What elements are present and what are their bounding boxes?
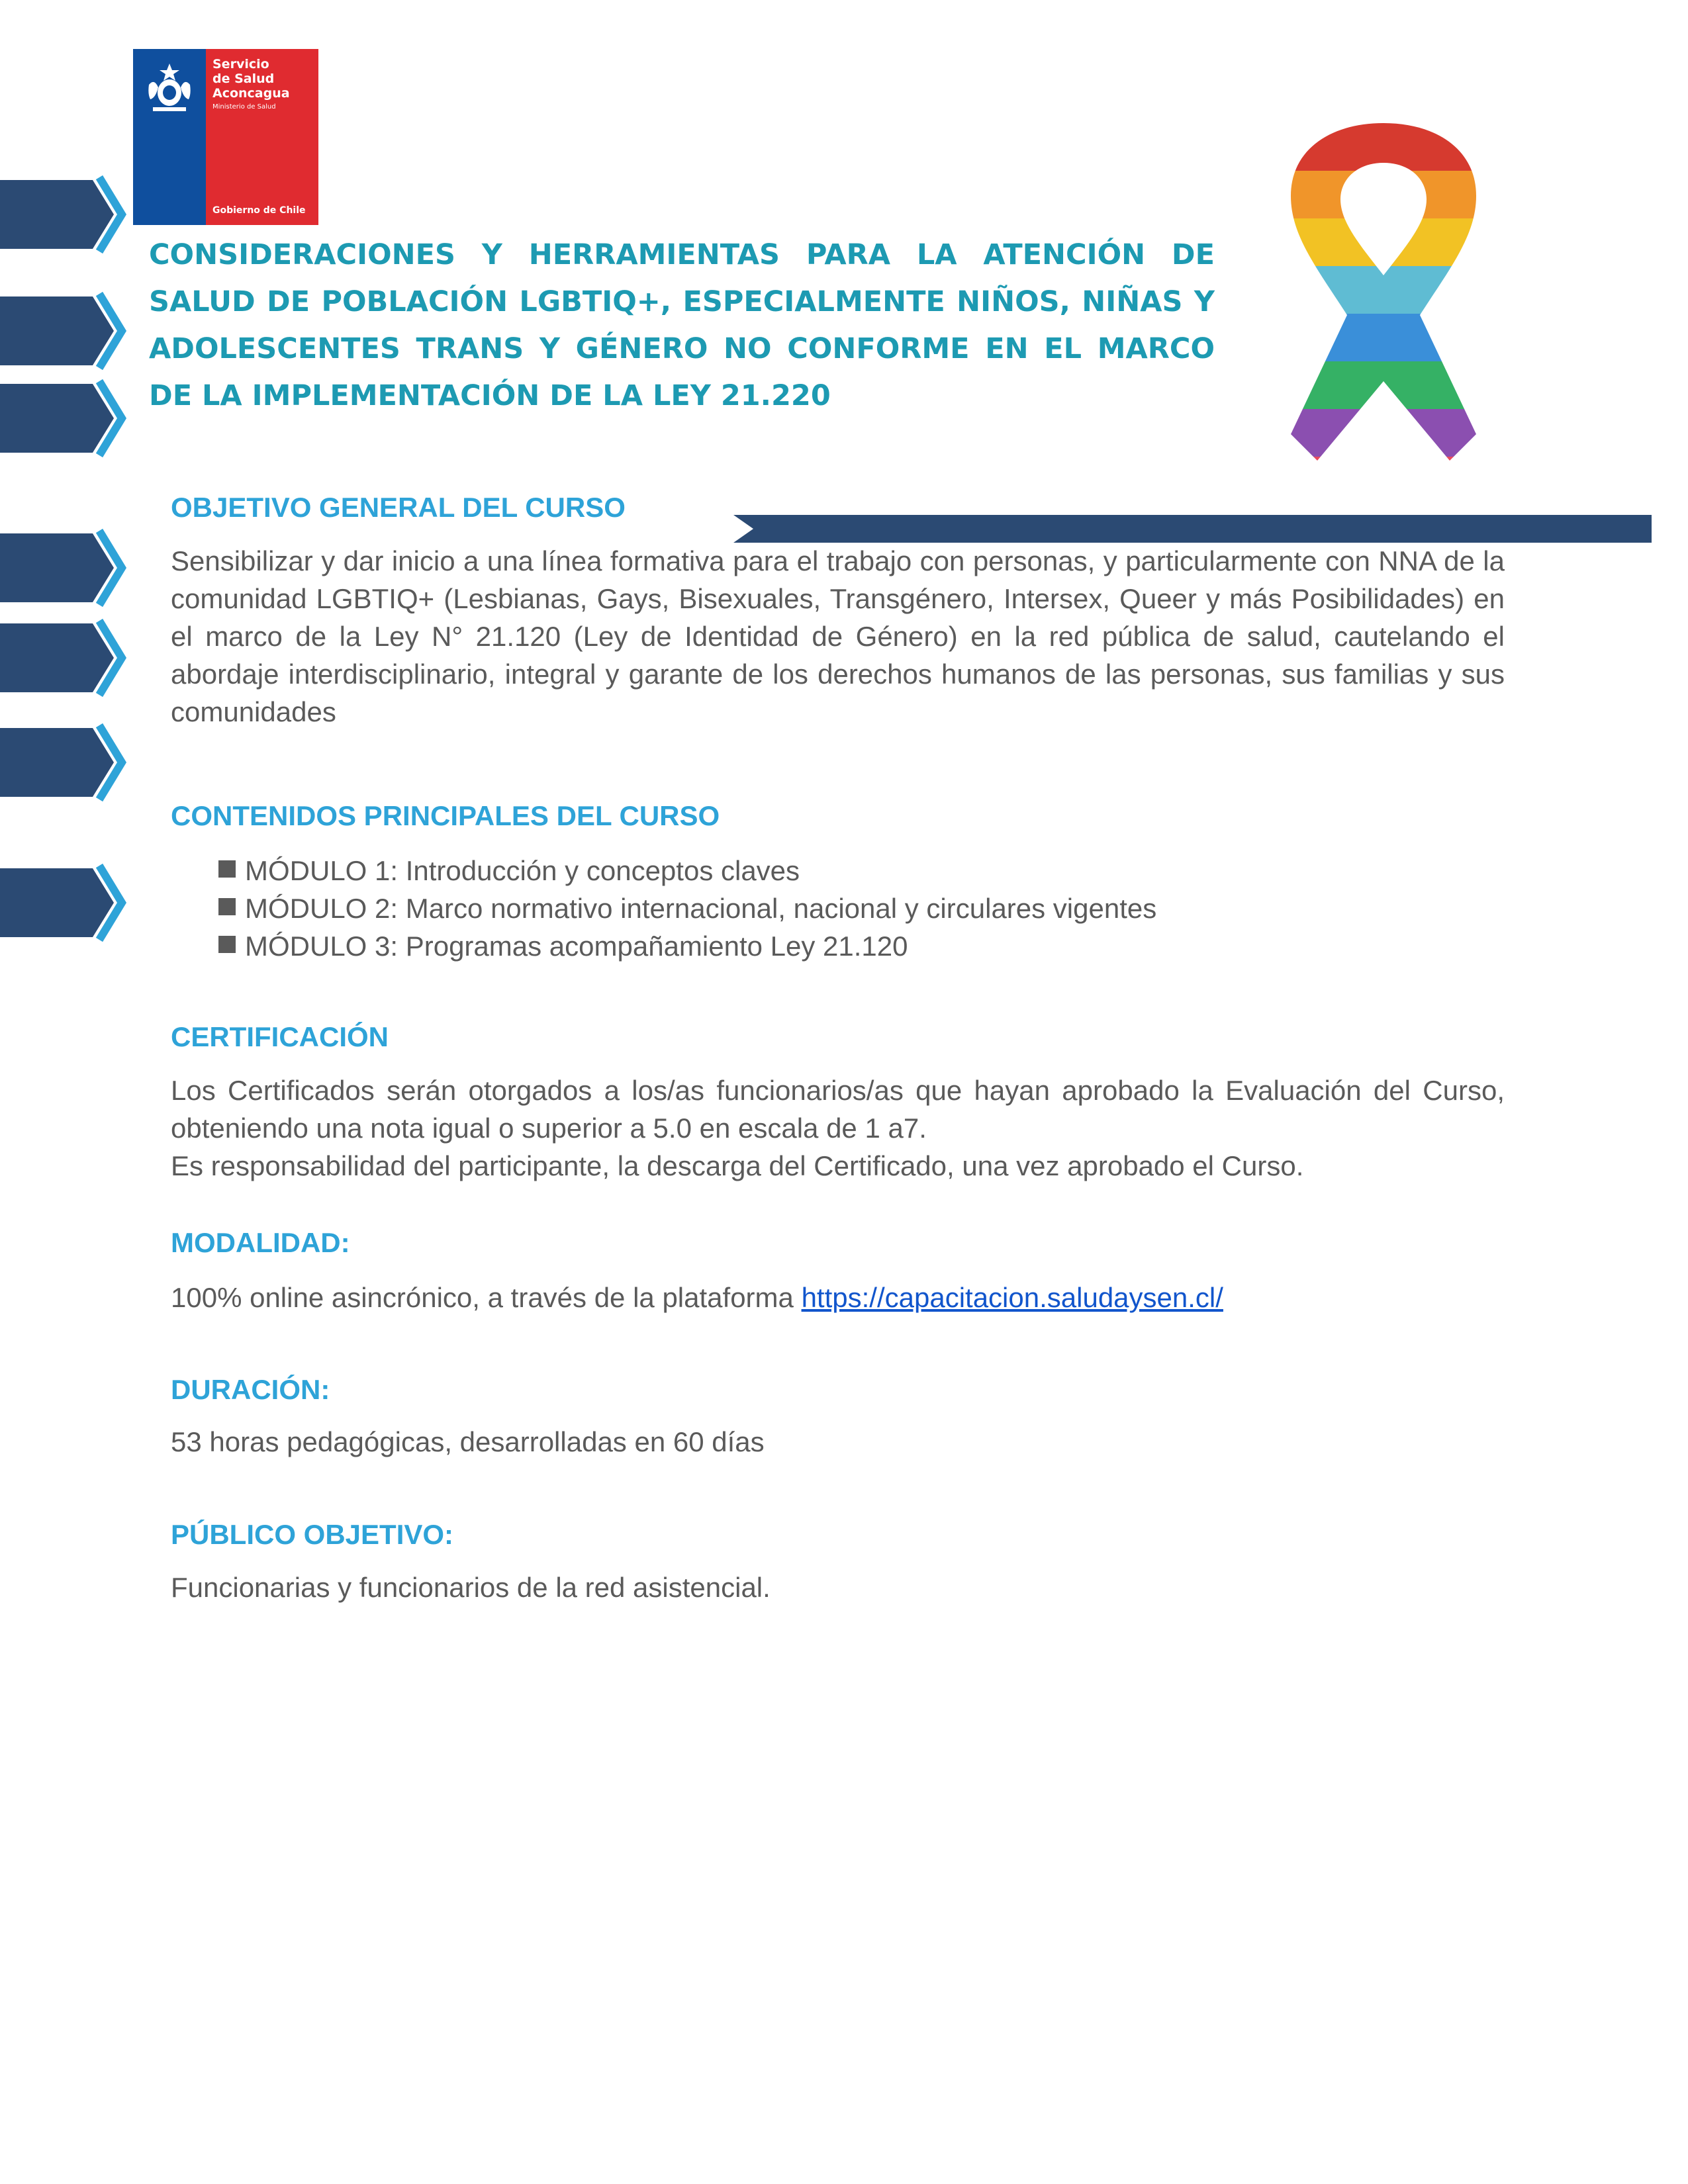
- objetivo-heading: OBJETIVO GENERAL DEL CURSO: [171, 492, 626, 523]
- header-band: [733, 515, 1652, 543]
- arrow-tab-decoration: [0, 379, 139, 458]
- arrow-tab-decoration: [0, 528, 139, 608]
- square-bullet-icon: [218, 860, 236, 878]
- publico-text: Funcionarias y funcionarios de la red asistencial.: [171, 1572, 771, 1603]
- duracion-text: 53 horas pedagógicas, desarrolladas en 60 días: [171, 1426, 765, 1457]
- list-item: MÓDULO 1: Introducción y conceptos claves: [218, 852, 1156, 889]
- logo-ministry: Ministerio de Salud: [212, 103, 276, 111]
- certificacion-text: Los Certificados serán otorgados a los/as funcionarios/as que hayan aprobado la Evaluación del Curso, obteniendo una nota igual o superior a 5.0 en escala de 1 a7.: [171, 1075, 1505, 1144]
- list-item: MÓDULO 3: Programas acompañamiento Ley 21.120: [218, 927, 1156, 965]
- arrow-tab-decoration: [0, 291, 139, 371]
- duracion-heading: DURACIÓN:: [171, 1374, 330, 1405]
- publico-heading: PÚBLICO OBJETIVO:: [171, 1519, 454, 1550]
- certificacion-note: Es responsabilidad del participante, la descarga del Certificado, una vez aprobado el Curso.: [171, 1150, 1304, 1181]
- platform-link[interactable]: https://capacitacion.saludaysen.cl/: [801, 1282, 1223, 1313]
- rainbow-ribbon-icon: [1278, 123, 1489, 500]
- arrow-tab-decoration: [0, 863, 139, 942]
- arrow-tab-decoration: [0, 618, 139, 698]
- square-bullet-icon: [218, 936, 236, 953]
- logo-org-name: Servicio de Salud Aconcagua: [212, 57, 290, 101]
- logo-servicio-salud-aconcagua: [133, 49, 318, 225]
- page-title: CONSIDERACIONES Y HERRAMIENTAS PARA LA ATENCIÓN DE SALUD DE POBLACIÓN LGBTIQ+, ESPECIALMENTE NIÑOS, NIÑAS Y ADOLESCENTES TRANS Y GÉNERO NO CONFORME EN EL MARCO DE LA IMPLEMENTACIÓN DE LA LEY 21.220: [149, 238, 1215, 412]
- certificacion-heading: CERTIFICACIÓN: [171, 1021, 389, 1052]
- square-bullet-icon: [218, 898, 236, 915]
- list-item: MÓDULO 2: Marco normativo internacional, nacional y circulares vigentes: [218, 889, 1156, 927]
- logo-government: Gobierno de Chile: [212, 205, 306, 216]
- arrow-tab-decoration: [0, 723, 139, 802]
- arrow-tab-decoration: [0, 175, 139, 254]
- modules-list: [218, 852, 1156, 965]
- objetivo-text: Sensibilizar y dar inicio a una línea formativa para el trabajo con personas, y particularmente con NNA de la comunidad LGBTIQ+ (Lesbianas, Gays, Bisexuales, Transgénero, Intersex, Queer y más Posibilidades) en el marco de la Ley N° 21.120 (Ley de Identidad de Género) en la red pública de salud, cautelando el abordaje interdisciplinario, integral y garante de los derechos humanos de las personas, sus familias y sus comunidades: [171, 545, 1505, 727]
- contenidos-heading: CONTENIDOS PRINCIPALES DEL CURSO: [171, 800, 720, 831]
- modalidad-text: 100% online asincrónico, a través de la plataforma https://capacitacion.saludaysen.cl/: [171, 1282, 1223, 1313]
- modalidad-heading: MODALIDAD:: [171, 1227, 350, 1258]
- coat-of-arms-icon: [141, 58, 198, 115]
